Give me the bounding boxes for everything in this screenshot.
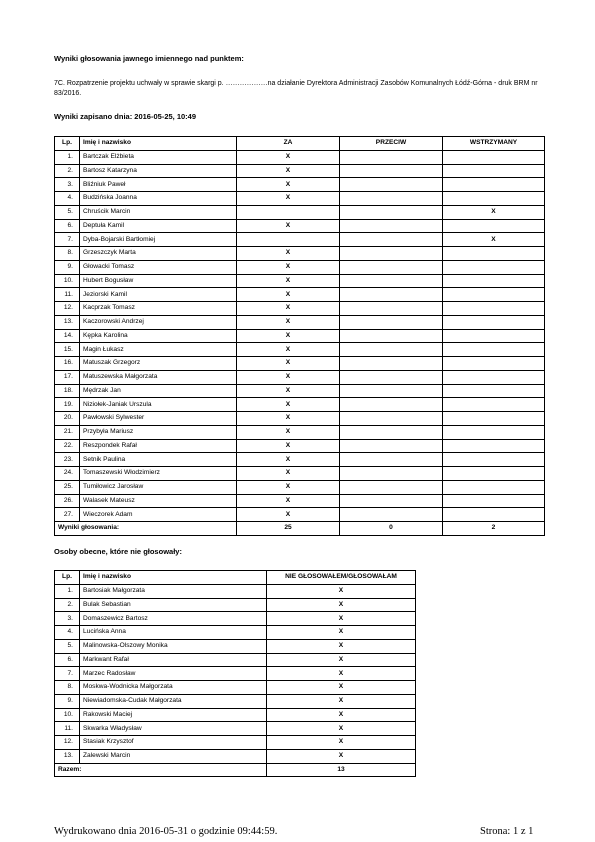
row-number: 8. [55,681,80,695]
row-number: 27. [55,508,80,522]
col-wstrzymany: WSTRZYMANY [443,137,545,151]
vote-wstrzymany [443,247,545,261]
row-number: 7. [55,233,80,247]
vote-przeciw [340,384,443,398]
vote-przeciw [340,398,443,412]
vote-wstrzymany: X [443,233,545,247]
table-row [55,681,416,695]
vote-przeciw [340,315,443,329]
vote-wstrzymany [443,192,545,206]
row-number: 5. [55,639,80,653]
row-name: Walasek Mateusz [80,494,237,508]
row-number: 7. [55,667,80,681]
vote-przeciw [340,467,443,481]
row-name: Lucińska Anna [80,626,267,640]
not-voted-mark: X [267,667,416,681]
table-row [55,480,545,494]
vote-przeciw [340,150,443,164]
row-number: 8. [55,247,80,261]
row-name: Deptuła Kamil [80,219,237,233]
vote-za: X [237,508,340,522]
not-voted-mark: X [267,749,416,763]
row-name: Moskwa-Wodnicka Małgorzata [80,681,267,695]
vote-za: X [237,425,340,439]
vote-przeciw [340,329,443,343]
vote-przeciw [340,164,443,178]
absent-summary-row [55,763,416,777]
row-name: Jeziorski Kamil [80,288,237,302]
table-row [55,219,545,233]
row-name: Stasiak Krzysztof [80,736,267,750]
vote-wstrzymany [443,178,545,192]
vote-za: X [237,453,340,467]
vote-wstrzymany [443,425,545,439]
row-name: Tumiłowicz Jarosław [80,480,237,494]
vote-przeciw [340,260,443,274]
row-number: 11. [55,722,80,736]
row-name: Zalewski Marcin [80,749,267,763]
vote-wstrzymany [443,494,545,508]
col-za: ZA [237,137,340,151]
table-row [55,412,545,426]
col-przeciw: PRZECIW [340,137,443,151]
row-name: Bliźniuk Paweł [80,178,237,192]
vote-wstrzymany [443,453,545,467]
vote-wstrzymany [443,357,545,371]
vote-wstrzymany [443,164,545,178]
absent-summary-value: 13 [267,763,416,777]
vote-za: X [237,412,340,426]
vote-przeciw [340,508,443,522]
vote-przeciw [340,192,443,206]
row-number: 12. [55,302,80,316]
vote-wstrzymany [443,288,545,302]
table-row [55,626,416,640]
vote-przeciw [340,453,443,467]
row-number: 18. [55,384,80,398]
row-number: 3. [55,178,80,192]
document-title: Wyniki głosowania jawnego imiennego nad punktem: [54,54,244,63]
row-number: 24. [55,467,80,481]
vote-za: X [237,398,340,412]
row-number: 10. [55,708,80,722]
row-name: Bartosiak Małgorzata [80,584,267,598]
vote-przeciw [340,274,443,288]
row-name: Markwant Rafał [80,653,267,667]
vote-przeciw [340,425,443,439]
col-not-voted: NIE GŁOSOWAŁEM/GŁOSOWAŁAM [267,571,416,585]
table-row [55,205,545,219]
row-number: 9. [55,260,80,274]
vote-wstrzymany [443,439,545,453]
row-name: Domaszewicz Bartosz [80,612,267,626]
col-lp: Lp. [55,137,80,151]
row-number: 6. [55,653,80,667]
vote-wstrzymany [443,274,545,288]
vote-za: X [237,150,340,164]
vote-za: X [237,178,340,192]
vote-przeciw [340,219,443,233]
row-name: Magin Łukasz [80,343,237,357]
row-name: Grzeszczyk Marta [80,247,237,261]
vote-przeciw [340,247,443,261]
table-row [55,494,545,508]
row-number: 19. [55,398,80,412]
table-row [55,247,545,261]
vote-przeciw [340,357,443,371]
summary-przeciw: 0 [340,522,443,536]
row-number: 1. [55,584,80,598]
table-row [55,639,416,653]
row-number: 13. [55,749,80,763]
row-name: Pawłowski Sylwester [80,412,237,426]
row-name: Dyba-Bojarski Bartłomiej [80,233,237,247]
row-name: Hubert Bogusław [80,274,237,288]
row-number: 26. [55,494,80,508]
row-name: Bartczak Elżbieta [80,150,237,164]
row-name: Reszpondek Rafał [80,439,237,453]
absent-title: Osoby obecne, które nie głosowały: [54,547,182,556]
table-row [55,584,416,598]
absent-table [54,570,416,777]
row-name: Chruścik Marcin [80,205,237,219]
not-voted-mark: X [267,653,416,667]
row-number: 5. [55,205,80,219]
vote-za: X [237,302,340,316]
vote-za: X [237,288,340,302]
table-row [55,260,545,274]
table-row [55,708,416,722]
row-name: Kępka Karolina [80,329,237,343]
row-number: 2. [55,164,80,178]
row-name: Niewiadomska-Cudak Małgorzata [80,694,267,708]
table-row [55,398,545,412]
not-voted-mark: X [267,722,416,736]
row-name: Bartosz Katarzyna [80,164,237,178]
vote-przeciw [340,480,443,494]
table-row [55,288,545,302]
table-row [55,315,545,329]
row-number: 20. [55,412,80,426]
summary-wstrzymany: 2 [443,522,545,536]
vote-przeciw [340,302,443,316]
table-row [55,178,545,192]
row-name: Wieczorek Adam [80,508,237,522]
vote-przeciw [340,494,443,508]
vote-wstrzymany [443,384,545,398]
row-number: 10. [55,274,80,288]
not-voted-mark: X [267,694,416,708]
row-name: Budzińska Joanna [80,192,237,206]
table-row [55,453,545,467]
vote-wstrzymany [443,398,545,412]
vote-wstrzymany [443,467,545,481]
row-name: Tomaszewski Włodzimierz [80,467,237,481]
not-voted-mark: X [267,612,416,626]
row-number: 22. [55,439,80,453]
table-row [55,274,545,288]
vote-za [237,233,340,247]
vote-za: X [237,480,340,494]
row-name: Setnik Paulina [80,453,237,467]
vote-za: X [237,467,340,481]
row-number: 12. [55,736,80,750]
absent-table-header [55,571,416,585]
vote-za: X [237,192,340,206]
row-name: Marzec Radosław [80,667,267,681]
row-name: Głowacki Tomasz [80,260,237,274]
vote-wstrzymany [443,260,545,274]
row-name: Przybyła Mariusz [80,425,237,439]
vote-wstrzymany [443,302,545,316]
vote-za: X [237,357,340,371]
row-name: Rakowski Maciej [80,708,267,722]
row-number: 3. [55,612,80,626]
table-row [55,653,416,667]
row-number: 4. [55,626,80,640]
col-name: Imię i nazwisko [80,571,267,585]
vote-za: X [237,247,340,261]
table-row [55,357,545,371]
table-row [55,329,545,343]
vote-przeciw [340,288,443,302]
vote-za: X [237,494,340,508]
table-row [55,722,416,736]
vote-wstrzymany [443,412,545,426]
vote-wstrzymany [443,370,545,384]
vote-za: X [237,343,340,357]
not-voted-mark: X [267,598,416,612]
vote-za: X [237,370,340,384]
row-number: 13. [55,315,80,329]
row-number: 16. [55,357,80,371]
row-number: 21. [55,425,80,439]
row-name: Bulak Sebastian [80,598,267,612]
table-row [55,598,416,612]
table-row [55,192,545,206]
agenda-topic: 7C. Rozpatrzenie projektu uchwały w sprawie skargi p. ………………na działanie Dyrektora Administracji Zasobów Komunalnych Łódź-Górna - druk BRM nr 83/2016. [54,80,538,97]
vote-za: X [237,384,340,398]
recorded-date: Wyniki zapisano dnia: 2016-05-25, 10:49 [54,112,197,121]
vote-za: X [237,219,340,233]
vote-wstrzymany [443,150,545,164]
vote-za: X [237,315,340,329]
vote-wstrzymany: X [443,205,545,219]
vote-wstrzymany [443,480,545,494]
vote-za: X [237,329,340,343]
vote-wstrzymany [443,219,545,233]
vote-wstrzymany [443,508,545,522]
table-row [55,736,416,750]
vote-przeciw [340,439,443,453]
summary-za: 25 [237,522,340,536]
table-row [55,667,416,681]
row-name: Kacprzak Tomasz [80,302,237,316]
table-row [55,164,545,178]
row-name: Kaczorowski Andrzej [80,315,237,329]
row-number: 1. [55,150,80,164]
row-number: 14. [55,329,80,343]
not-voted-mark: X [267,584,416,598]
row-number: 4. [55,192,80,206]
not-voted-mark: X [267,681,416,695]
row-name: Mędrzak Jan [80,384,237,398]
vote-za: X [237,260,340,274]
row-name: Matuszak Grzegorz [80,357,237,371]
page-number: Strona: 1 z 1 [480,826,534,837]
votes-summary-row [55,522,545,536]
table-row [55,302,545,316]
vote-przeciw [340,343,443,357]
vote-przeciw [340,370,443,384]
row-number: 15. [55,343,80,357]
table-row [55,384,545,398]
table-row [55,233,545,247]
vote-za: X [237,439,340,453]
table-row [55,343,545,357]
vote-przeciw [340,178,443,192]
row-name: Skwarka Władysław [80,722,267,736]
row-number: 2. [55,598,80,612]
summary-label: Wyniki głosowania: [55,522,237,536]
not-voted-mark: X [267,626,416,640]
not-voted-mark: X [267,639,416,653]
col-lp: Lp. [55,571,80,585]
row-number: 9. [55,694,80,708]
vote-za: X [237,164,340,178]
vote-wstrzymany [443,329,545,343]
vote-przeciw [340,233,443,247]
vote-za [237,205,340,219]
not-voted-mark: X [267,708,416,722]
table-row [55,425,545,439]
row-number: 11. [55,288,80,302]
table-row [55,439,545,453]
row-name: Matuszewska Małgorzata [80,370,237,384]
row-number: 23. [55,453,80,467]
row-number: 17. [55,370,80,384]
printed-date: Wydrukowano dnia 2016-05-31 o godzinie 09:44:59. [54,826,278,837]
table-row [55,508,545,522]
not-voted-mark: X [267,736,416,750]
votes-table [54,136,545,536]
table-row [55,150,545,164]
table-row [55,749,416,763]
table-row [55,467,545,481]
vote-przeciw [340,205,443,219]
table-row [55,612,416,626]
row-name: Malinowska-Olszowy Monika [80,639,267,653]
row-number: 25. [55,480,80,494]
table-row [55,694,416,708]
absent-summary-label: Razem: [55,763,267,777]
vote-przeciw [340,412,443,426]
row-number: 6. [55,219,80,233]
vote-wstrzymany [443,315,545,329]
votes-table-header [55,137,545,151]
col-name: Imię i nazwisko [80,137,237,151]
row-name: Niziołek-Janiak Urszula [80,398,237,412]
vote-wstrzymany [443,343,545,357]
table-row [55,370,545,384]
vote-za: X [237,274,340,288]
